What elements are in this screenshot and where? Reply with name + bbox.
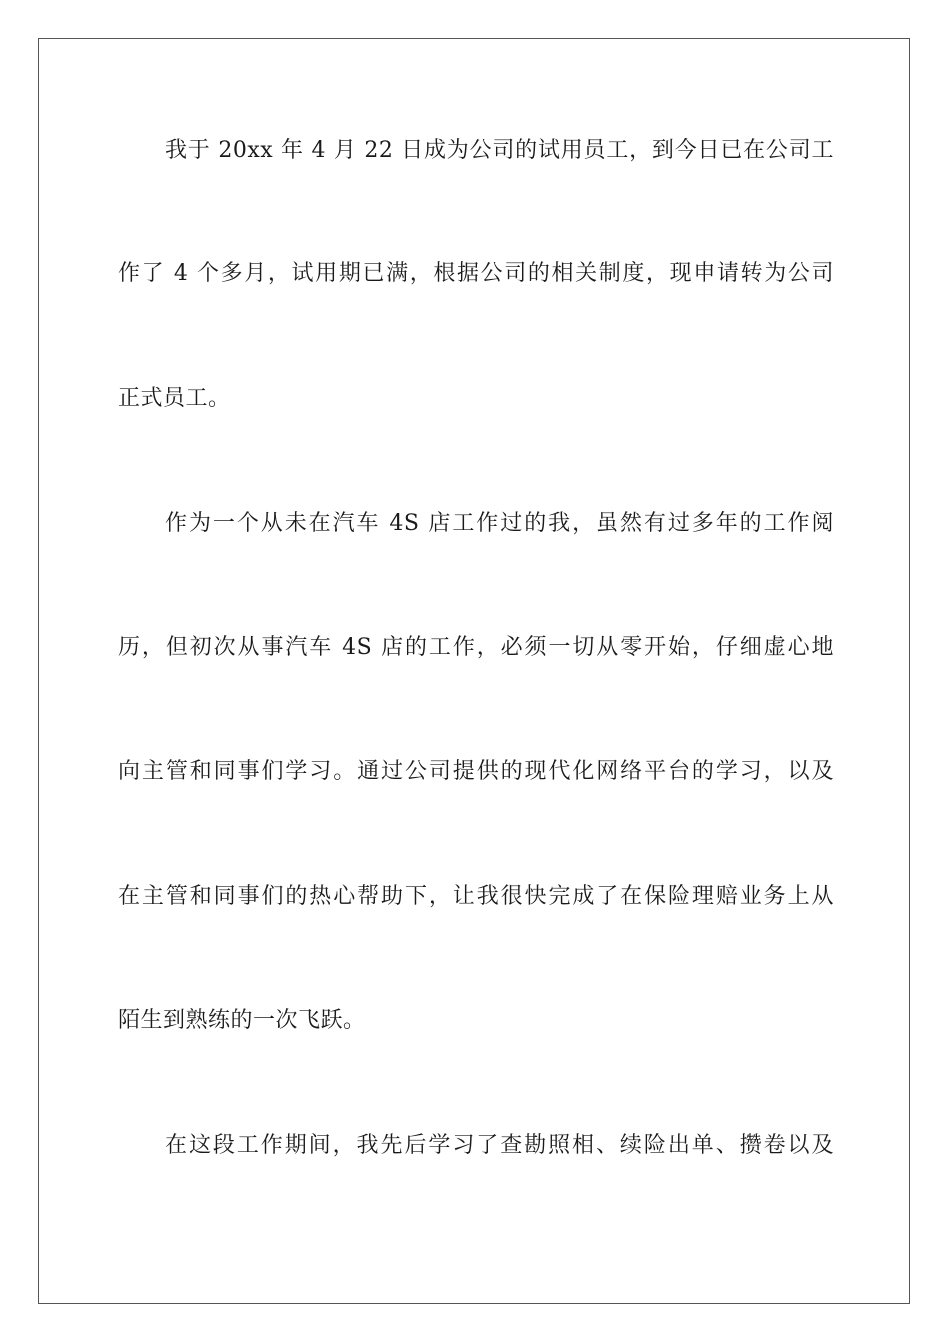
paragraph-2-line-2: 历，但初次从事汽车 4S 店的工作，必须一切从零开始，仔细虚心地 <box>118 635 834 660</box>
paragraph-2-line-4: 在主管和同事们的热心帮助下，让我很快完成了在保险理赔业务上从 <box>118 884 834 909</box>
paragraph-1-line-2: 作了 4 个多月，试用期已满，根据公司的相关制度，现申请转为公司 <box>118 261 834 286</box>
paragraph-3-line-1: 在这段工作期间，我先后学习了查勘照相、续险出单、攒卷以及 <box>165 1133 834 1158</box>
paragraph-2-line-3: 向主管和同事们学习。通过公司提供的现代化网络平台的学习，以及 <box>118 759 834 784</box>
paragraph-1-line-3: 正式员工。 <box>118 386 231 411</box>
paragraph-2-line-5: 陌生到熟练的一次飞跃。 <box>118 1008 366 1033</box>
paragraph-1-line-1: 我于 20xx 年 4 月 22 日成为公司的试用员工，到今日已在公司工 <box>165 138 834 163</box>
page-border <box>38 38 910 1304</box>
paragraph-2-line-1: 作为一个从未在汽车 4S 店工作过的我，虽然有过多年的工作阅 <box>165 511 834 536</box>
